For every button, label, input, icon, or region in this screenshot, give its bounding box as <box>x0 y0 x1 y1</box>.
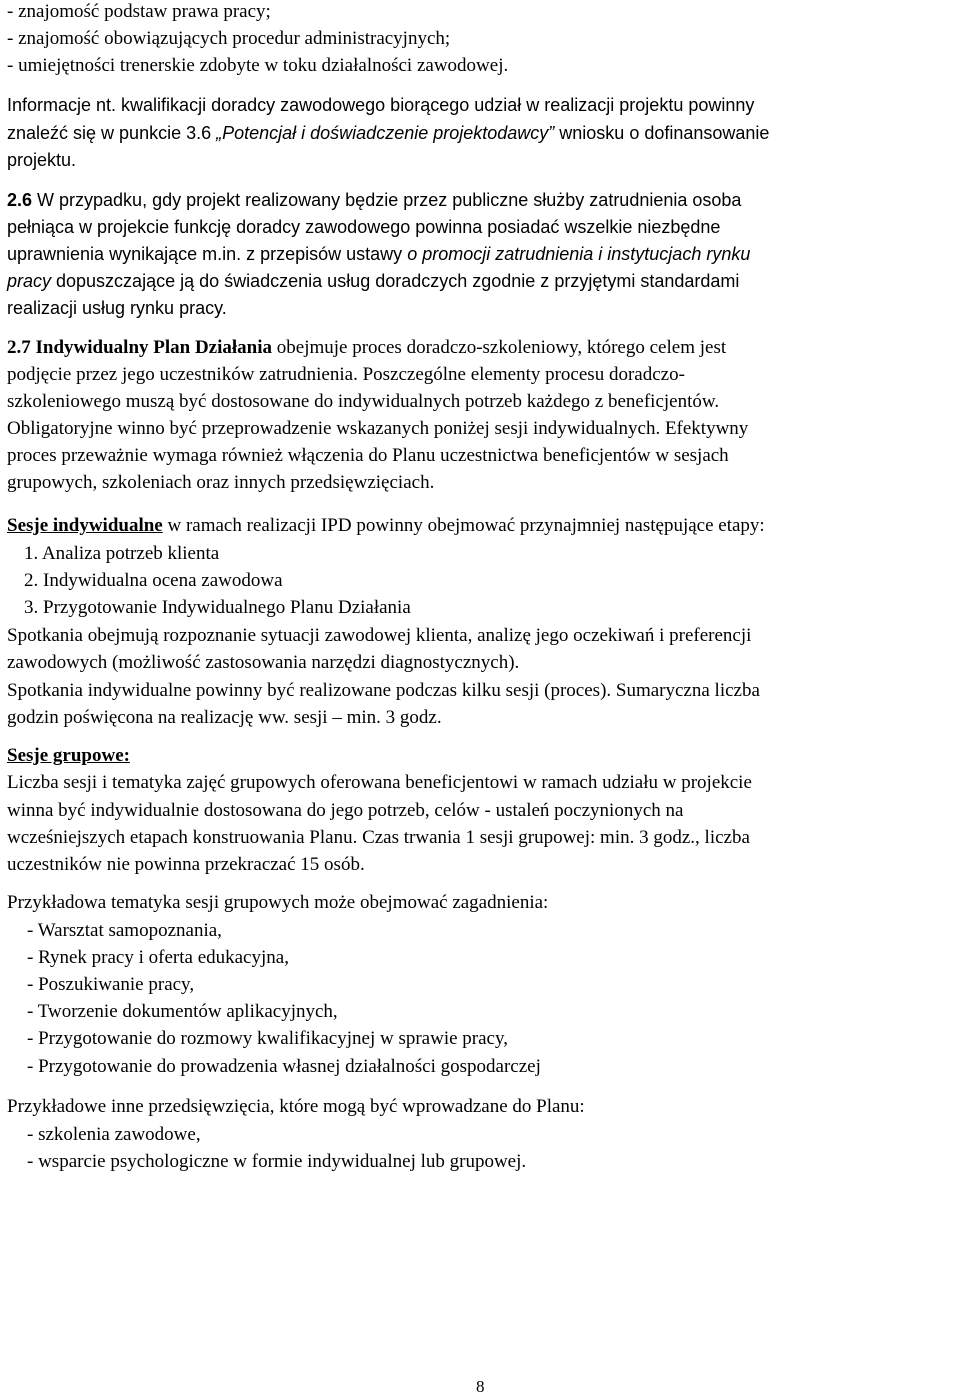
other-intro: Przykładowe inne przedsięwzięcia, które mogą być wprowadzane do Planu: <box>7 1096 585 1117</box>
paragraph-2-7-line: proces przeważnie wymaga również włączenia do Planu uczestnictwa beneficjentów w sesjach <box>7 445 729 466</box>
list-item: - Rynek pracy i oferta edukacyjna, <box>27 947 289 968</box>
individual-sessions-heading: Sesje indywidualne w ramach realizacji IPD powinny obejmować przynajmniej następujące etapy: <box>7 515 765 536</box>
paragraph-2-6-line: 2.6 W przypadku, gdy projekt realizowany będzie przez publiczne służby zatrudnienia osoba <box>7 190 742 210</box>
list-item: - Przygotowanie do rozmowy kwalifikacyjnej w sprawie pracy, <box>27 1028 509 1049</box>
paragraph-2-7-line: podjęcie przez jego uczestników zatrudnienia. Poszczególne elementy procesu doradczo- <box>7 364 685 385</box>
paragraph-2-6-line: pełniąca w projekcie funkcję doradcy zawodowego powinna posiadać wszelkie niezbędne <box>7 217 721 237</box>
list-item: 3. Przygotowanie Indywidualnego Planu Działania <box>24 597 411 618</box>
info-line: znaleźć się w punkcie 3.6 „Potencjał i doświadczenie projektodawcy” wniosku o dofinansowanie <box>7 123 770 143</box>
list-item: - wsparcie psychologiczne w formie indywidualnej lub grupowej. <box>27 1151 527 1172</box>
list-item: - Tworzenie dokumentów aplikacyjnych, <box>27 1001 338 1022</box>
paragraph-2-7-line: szkoleniowego muszą być dostosowane do indywidualnych potrzeb każdego z beneficjentów. <box>7 391 720 412</box>
body-line: winna być indywidualnie dostosowana do jego potrzeb, celów - ustaleń poczynionych na <box>7 800 684 821</box>
body-line: wcześniejszych etapach konstruowania Planu. Czas trwania 1 sesji grupowej: min. 3 godz., liczba <box>7 827 750 848</box>
list-item: 1. Analiza potrzeb klienta <box>24 543 220 564</box>
paragraph-2-7-line: 2.7 Indywidualny Plan Działania obejmuje proces doradczo-szkoleniowy, którego celem jest <box>7 337 727 358</box>
body-line: Spotkania indywidualne powinny być realizowane podczas kilku sesji (proces). Sumaryczna liczba <box>7 680 760 701</box>
info-line: projektu. <box>7 150 77 170</box>
list-item: - umiejętności trenerskie zdobyte w toku działalności zawodowej. <box>7 55 509 76</box>
topics-intro: Przykładowa tematyka sesji grupowych może obejmować zagadnienia: <box>7 892 549 913</box>
paragraph-2-6-line: pracy dopuszczające ją do świadczenia usług doradczych zgodnie z przyjętymi standardami <box>7 271 740 291</box>
list-item: - Poszukiwanie pracy, <box>27 974 195 995</box>
list-item: - Warsztat samopoznania, <box>27 920 222 941</box>
body-line: Liczba sesji i tematyka zajęć grupowych oferowana beneficjentowi w ramach udziału w projekcie <box>7 772 752 793</box>
group-sessions-heading: Sesje grupowe: <box>7 745 130 766</box>
body-line: Spotkania obejmują rozpoznanie sytuacji zawodowej klienta, analizę jego oczekiwań i preferencji <box>7 625 752 646</box>
list-item: - znajomość obowiązujących procedur administracyjnych; <box>7 28 451 49</box>
list-item: - szkolenia zawodowe, <box>27 1124 201 1145</box>
paragraph-2-6-line: uprawnienia wynikające m.in. z przepisów ustawy o promocji zatrudnienia i instytucjach rynku <box>7 244 751 264</box>
body-line: godzin poświęcona na realizację ww. sesji – min. 3 godz. <box>7 707 442 728</box>
paragraph-2-7-line: Obligatoryjne winno być przeprowadzenie wskazanych poniżej sesji indywidualnych. Efektywny <box>7 418 749 439</box>
list-item: 2. Indywidualna ocena zawodowa <box>24 570 283 591</box>
info-line: Informacje nt. kwalifikacji doradcy zawodowego biorącego udział w realizacji projektu powinny <box>7 95 755 115</box>
list-item: - Przygotowanie do prowadzenia własnej działalności gospodarczej <box>27 1056 541 1077</box>
body-line: uczestników nie powinna przekraczać 15 osób. <box>7 854 365 875</box>
list-item: - znajomość podstaw prawa pracy; <box>7 1 271 22</box>
body-line: zawodowych (możliwość zastosowania narzędzi diagnostycznych). <box>7 652 520 673</box>
paragraph-2-6-line: realizacji usług rynku pracy. <box>7 298 227 318</box>
paragraph-2-7-line: grupowych, szkoleniach oraz innych przedsięwzięciach. <box>7 472 435 493</box>
page-number: 8 <box>476 1377 485 1396</box>
